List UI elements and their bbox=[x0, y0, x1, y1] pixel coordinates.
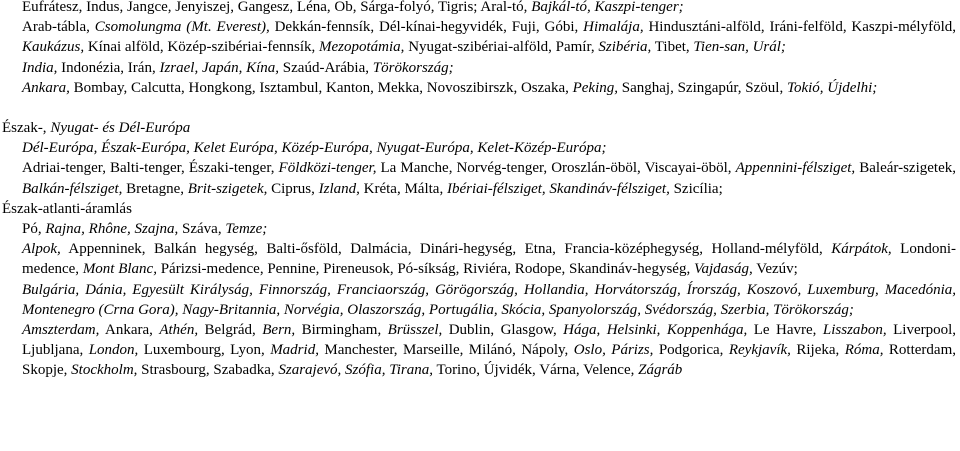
text-run: Adriai-tenger, Balti-tenger, Északi-tenger, bbox=[22, 160, 279, 177]
paragraph-asia-landforms bbox=[0, 17, 960, 57]
text-run: Le Havre, bbox=[747, 322, 823, 339]
text-run: Nyugat- és Dél-Európa bbox=[50, 120, 191, 137]
text-run: Arab-tábla, bbox=[22, 19, 95, 36]
text-run: Mezopotámia, bbox=[319, 39, 405, 56]
section-spacer bbox=[0, 98, 960, 118]
text-run: India, bbox=[22, 59, 58, 76]
section-north-atlantic bbox=[0, 199, 960, 381]
text-run: Vajdaság, bbox=[693, 261, 753, 278]
text-run: Balkán-félsziget, bbox=[22, 180, 123, 197]
text-run: Appenninek, Balkán hegység, Balti-ősföld, Dalmácia, Dinári-hegység, Etna, Francia-középhegység, Holland-mélyföld, bbox=[60, 241, 832, 258]
text-run: Kárpátok, bbox=[831, 241, 892, 258]
text-run: Izland, bbox=[318, 180, 360, 197]
text-run: Manchester, Marseille, Milánó, Nápoly, bbox=[318, 342, 574, 359]
text-run: Strasbourg, Szabadka, bbox=[137, 362, 279, 379]
text-run: Himalája, bbox=[583, 19, 644, 36]
text-run: Párizsi-medence, Pennine, Pireneusok, Pó-síkság, Riviéra, Rodope, Skandináv-hegység, bbox=[156, 261, 694, 278]
paragraph-asia-cities bbox=[0, 78, 960, 98]
text-run: Eufrátesz, Indus, Jangce, Jenyiszej, Gangesz, Léna, Ob, Sárga-folyó, Tigris; Aral-tó, bbox=[22, 0, 532, 15]
paragraph-europe-landforms bbox=[0, 239, 960, 279]
section-heading-europe bbox=[0, 118, 960, 138]
text-run: London, bbox=[88, 342, 139, 359]
text-run: Ciprus, bbox=[267, 180, 319, 197]
text-run: Hága, Helsinki, Koppenhága, bbox=[563, 322, 748, 339]
paragraph-asia-rivers bbox=[0, 0, 960, 17]
text-run: Izrael, Japán, Kína, bbox=[159, 59, 280, 76]
text-run: Bretagne, bbox=[122, 180, 188, 197]
section-asia bbox=[0, 0, 960, 98]
text-run: Oslo, Párizs, bbox=[573, 342, 654, 359]
text-run: Kaukázus, bbox=[22, 39, 85, 56]
text-run: Lisszabon, bbox=[822, 322, 887, 339]
text-run: Hindusztáni-alföld, Iráni-felföld, Kaszpi-mélyföld, bbox=[643, 19, 956, 36]
text-run: Törökország; bbox=[372, 59, 454, 76]
text-run: Tien-san, Urál; bbox=[693, 39, 786, 56]
section-europe-regions bbox=[0, 118, 960, 199]
paragraph-europe-regions bbox=[0, 138, 960, 158]
text-run: Rijeka, bbox=[790, 342, 845, 359]
text-run: Temze; bbox=[225, 221, 268, 238]
text-run: Rotterdam, Skopje, bbox=[22, 342, 956, 379]
text-run: Torino, Újvidék, Várna, Velence, bbox=[432, 362, 639, 379]
paragraph-europe-seas-peninsulas bbox=[0, 158, 960, 198]
text-run: Liverpool, Ljubljana, bbox=[22, 322, 957, 359]
text-run: Belgrád, bbox=[198, 322, 263, 339]
section-heading-north-atlantic bbox=[0, 199, 960, 219]
text-run: Bern, bbox=[262, 322, 296, 339]
text-run: Appennini-félsziget, bbox=[735, 160, 856, 177]
text-run: Stockholm, bbox=[71, 362, 138, 379]
text-run: Ibériai-félsziget, Skandináv-félsziget, bbox=[446, 180, 670, 197]
text-run: Szarajevó, Szófia, Tirana, bbox=[278, 362, 433, 379]
text-run: Tibet, bbox=[651, 39, 694, 56]
text-run: Peking, bbox=[572, 79, 619, 96]
paragraph-europe-cities bbox=[0, 320, 960, 381]
paragraph-europe-rivers bbox=[0, 219, 960, 239]
text-run: Bajkál-tó, Kaszpi-tenger; bbox=[531, 0, 684, 15]
text-run: Észak-, bbox=[2, 120, 51, 137]
text-run: Földközi-tenger, bbox=[278, 160, 377, 177]
text-run: Podgorica, bbox=[653, 342, 729, 359]
text-run: Madrid, bbox=[270, 342, 319, 359]
text-run: Pó, bbox=[22, 221, 46, 238]
paragraph-europe-countries bbox=[0, 280, 960, 320]
text-run: Szibéria, bbox=[598, 39, 652, 56]
text-run: Dél-Európa, Észak-Európa, Kelet Európa, Közép-Európa, Nyugat-Európa, Kelet-Közép-Európa; bbox=[22, 140, 607, 157]
text-run: Nyugat-szibériai-alföld, Pamír, bbox=[404, 39, 599, 56]
text-run: Brit-szigetek, bbox=[187, 180, 268, 197]
text-run: Dekkán-fennsík, Dél-kínai-hegyvidék, Fuji, Góbi, bbox=[269, 19, 584, 36]
text-run: Tokió, Újdelhi; bbox=[786, 79, 878, 96]
text-run: Brüsszel, bbox=[387, 322, 443, 339]
text-run: Alpok, bbox=[22, 241, 61, 258]
text-run: Birmingham, bbox=[295, 322, 388, 339]
text-run: Róma, bbox=[844, 342, 884, 359]
text-run: Athén, bbox=[159, 322, 199, 339]
text-run: Száva, bbox=[178, 221, 226, 238]
text-run: Luxembourg, Lyon, bbox=[138, 342, 271, 359]
text-run: Szicília; bbox=[669, 180, 723, 197]
text-run: Bulgária, Dánia, Egyesült Királyság, Finnország, Franciaország, Görögország, Hollandia, Horvátország, Írország, Koszovó, Luxemburg, Macedónia, Montenegro (Crna Gora), Nagy-Britannia, Norvégia, Olaszország, Portugália, Skócia, Spanyolország, Svédország, Szerbia, Törökország; bbox=[22, 281, 956, 318]
text-run: Dublin, Glasgow, bbox=[442, 322, 564, 339]
text-run: Sanghaj, Szingapúr, Szöul, bbox=[618, 79, 787, 96]
text-run: Rajna, Rhône, Szajna, bbox=[45, 221, 179, 238]
text-run: Kréta, Málta, bbox=[359, 180, 447, 197]
text-run: Szaúd-Arábia, bbox=[279, 59, 373, 76]
paragraph-asia-countries bbox=[0, 58, 960, 78]
text-run: Ankara, bbox=[22, 79, 70, 96]
text-run: Bombay, Calcutta, Hongkong, Isztambul, Kanton, Mekka, Novoszibirszk, Oszaka, bbox=[69, 79, 573, 96]
text-run: Mont Blanc, bbox=[82, 261, 157, 278]
text-run: Ankara, bbox=[99, 322, 160, 339]
text-run: Csomolungma (Mt. Everest), bbox=[94, 19, 270, 36]
text-run: Reykjavík, bbox=[728, 342, 791, 359]
text-run: Észak-atlanti-áramlás bbox=[2, 200, 132, 217]
text-run: Zágráb bbox=[638, 362, 683, 379]
text-run: Baleár-szigetek, bbox=[855, 160, 956, 177]
text-run: Kínai alföld, Közép-szibériai-fennsík, bbox=[84, 39, 320, 56]
text-run: La Manche, Norvég-tenger, Oroszlán-öböl, Viscayai-öböl, bbox=[376, 160, 736, 177]
text-run: Indonézia, Irán, bbox=[57, 59, 160, 76]
text-run: Vezúv; bbox=[752, 261, 798, 278]
text-run: Londoni-medence, bbox=[22, 241, 956, 278]
text-run: Amszterdam, bbox=[22, 322, 100, 339]
